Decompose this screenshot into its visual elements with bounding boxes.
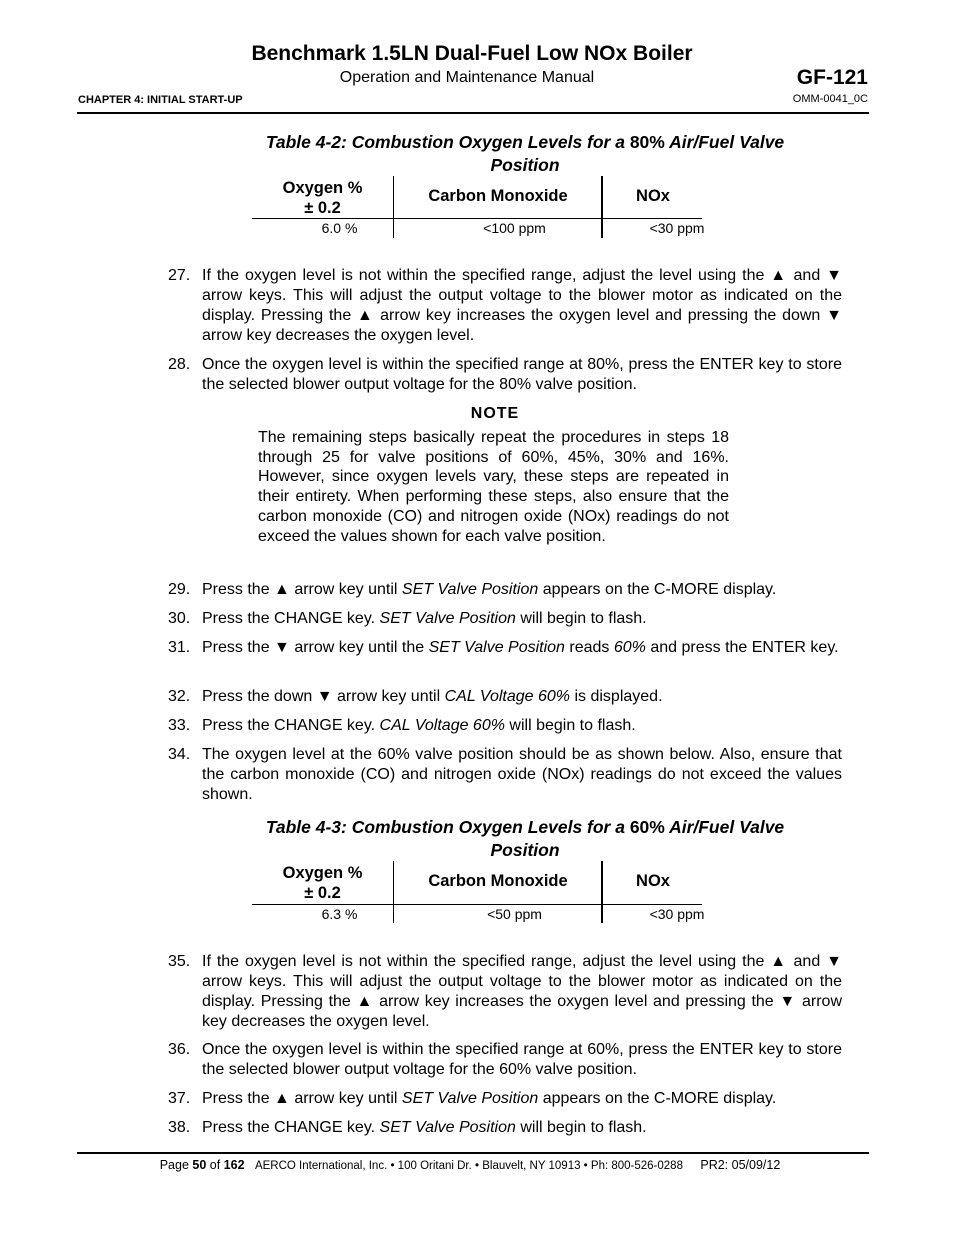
header-nox: NOx [636,187,670,205]
page-label: Page [159,1158,193,1172]
list-item: 28. Once the oxygen level is within the specified range at 80%, press the ENTER key to store the selected blower output voltage for the 80% valve position. [168,356,842,393]
cell-nox: <30 ppm [649,906,705,922]
step-text: is displayed. [570,688,663,705]
step-text: Press the down ▼ arrow key until [202,688,445,705]
list-item: 34. The oxygen level at the 60% valve position should be as shown below. Also, ensure that the carbon monoxide (CO) and nitrogen oxide (NOx) readings do not exceed the values shown. [168,746,842,803]
step-text: Press the CHANGE key. [202,1119,380,1136]
note-body: The remaining steps basically repeat the procedures in steps 18 through 25 for valve positions of 60%, 45%, 30% and 16%. However, since oxygen levels vary, these steps are repeated in their entirety. When performing these steps, also ensure that the carbon monoxide (CO) and nitrogen oxide (NOx) readings do not exceed the values shown for each valve position. [258,429,729,545]
step-text: SET Valve Position [401,581,539,598]
step-text: SET Valve Position [428,639,565,656]
step-text: If the oxygen level is not within the specified range, adjust the level using the ▲ and ▼ arrow keys. This will adjust the output voltage to the blower motor as indicated on the display. Pressing the ▲ arrow key increases the oxygen level and pressing the ▼ arrow key decreases the oxygen level. [202,953,842,1030]
company-address: AERCO International, Inc. • 100 Oritani Dr. • Blauvelt, NY 10913 • Ph: 800-526-0288 [254,1160,683,1172]
list-item: 30. Press the CHANGE key. SET Valve Position will begin to flash. [168,610,647,627]
header-nox: NOx [636,872,670,890]
page-footer [0,1158,940,1172]
revision-date: PR2: 05/09/12 [700,1158,781,1172]
table-header-rule [252,904,702,905]
document-title: Benchmark 1.5LN Dual-Fuel Low NOx Boiler [251,42,693,65]
page-total: 162 [223,1158,245,1172]
footer-rule [77,1152,869,1154]
cell-oxygen: 6.0 % [321,220,358,236]
step-text: will begin to flash. [515,1119,647,1136]
list-item: 37. Press the ▲ arrow key until SET Valve Position appears on the C-MORE display. [168,1090,777,1107]
table-caption: Table 4-3: Combustion Oxygen Levels for a 60% Air/Fuel Valve Position [265,817,785,860]
document-number: OMM-0041_0C [792,93,868,105]
step-text: Press the CHANGE key. [202,717,380,734]
page-of-label: of [206,1158,224,1172]
step-text: will begin to flash. [504,717,636,734]
step-text: If the oxygen level is not within the specified range, adjust the level using the ▲ and ▼ arrow keys. This will adjust the output voltage to the blower motor as indicated on the display. Pressing the ▲ arrow key increases the oxygen level and pressing the down ▼ arrow key decreases the oxygen level. [202,267,842,344]
step-text: The oxygen level at the 60% valve position should be as shown below. Also, ensure that the carbon monoxide (CO) and nitrogen oxide (NOx) readings do not exceed the values shown. [202,746,842,803]
note-heading: NOTE [470,405,520,422]
step-text: and press the ENTER key. [645,639,839,656]
list-item: 33. Press the CHANGE key. CAL Voltage 60% will begin to flash. [168,717,636,734]
cell-oxygen: 6.3 % [321,906,358,922]
document-subtitle: Operation and Maintenance Manual [339,69,595,86]
cell-carbon-monoxide: <50 ppm [487,906,542,922]
step-text: CAL Voltage 60% [379,717,505,734]
step-text: Press the ▲ arrow key until [202,1090,402,1107]
table-header-rule [252,218,702,219]
step-text: appears on the C-MORE display. [538,581,777,598]
step-text: SET Valve Position [379,610,516,627]
header-carbon-monoxide: Carbon Monoxide [428,872,568,890]
table-caption: Table 4-2: Combustion Oxygen Levels for a 80% Air/Fuel Valve Position [265,132,785,175]
list-item: 27. If the oxygen level is not within the specified range, adjust the level using the ▲ and ▼ arrow keys. This will adjust the output voltage to the blower motor as indicated on the display. Pressing the ▲ arrow key increases the oxygen level and pressing the down ▼ arrow key decreases the oxygen level. [168,267,842,344]
list-item: 29. Press the ▲ arrow key until SET Valve Position appears on the C-MORE display. [168,581,777,598]
step-text: SET Valve Position [379,1119,516,1136]
list-item: 31. Press the ▼ arrow key until the SET Valve Position reads 60% and press the ENTER key. [168,639,839,656]
step-text: CAL Voltage 60% [444,688,571,705]
step-text: appears on the C-MORE display. [538,1090,777,1107]
step-text: Press the ▲ arrow key until [202,581,402,598]
header-oxygen: Oxygen % ± 0.2 [282,179,363,217]
step-text: 60% [613,639,646,656]
step-text: Press the ▼ arrow key until the [202,639,429,656]
step-text: reads [564,639,614,656]
manual-code: GF-121 [796,66,868,89]
header-oxygen: Oxygen % ± 0.2 [282,864,363,902]
step-text: Once the oxygen level is within the specified range at 80%, press the ENTER key to store the selected blower output voltage for the 80% valve position. [202,356,842,393]
step-text: will begin to flash. [515,610,647,627]
step-text: SET Valve Position [401,1090,539,1107]
page-number: 50 [192,1158,207,1172]
header-carbon-monoxide: Carbon Monoxide [428,187,568,205]
cell-carbon-monoxide: <100 ppm [483,220,546,236]
cell-nox: <30 ppm [649,220,705,236]
list-item: 36. Once the oxygen level is within the specified range at 60%, press the ENTER key to store the selected blower output voltage for the 60% valve position. [168,1041,842,1078]
list-item: 38. Press the CHANGE key. SET Valve Position will begin to flash. [168,1119,647,1136]
step-text: Once the oxygen level is within the specified range at 60%, press the ENTER key to store the selected blower output voltage for the 60% valve position. [202,1041,842,1078]
list-item: 32. Press the down ▼ arrow key until CAL Voltage 60% is displayed. [168,688,663,705]
list-item: 35. If the oxygen level is not within the specified range, adjust the level using the ▲ and ▼ arrow keys. This will adjust the output voltage to the blower motor as indicated on the display. Pressing the ▲ arrow key increases the oxygen level and pressing the ▼ arrow key decreases the oxygen level. [168,953,842,1030]
chapter-heading: CHAPTER 4: INITIAL START-UP [78,94,243,106]
header-rule [77,112,869,114]
oxygen-levels-table [252,861,705,923]
oxygen-levels-table [252,176,705,238]
step-text: Press the CHANGE key. [202,610,380,627]
